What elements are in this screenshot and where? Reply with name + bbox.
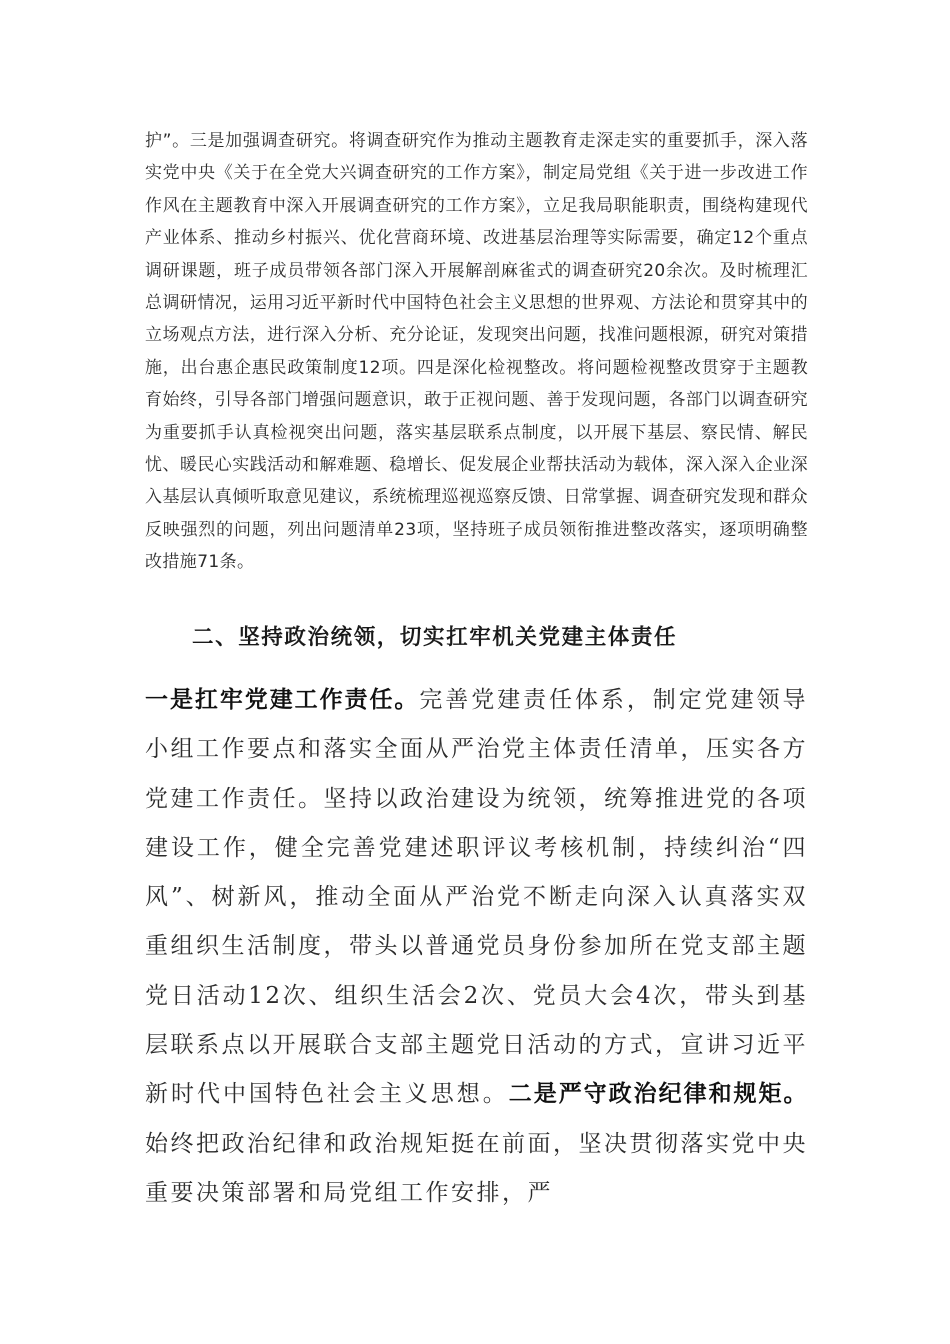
subheading-political-discipline: 二是严守政治纪律和规矩。 [508,1081,809,1108]
subheading-party-responsibility: 一是扛牢党建工作责任。 [145,687,420,713]
paragraph-party-building [145,676,808,1218]
paragraph-text: 完善党建责任体系，制定党建领导小组工作要点和落实全面从严治党主体责任清单，压实各方党建工作责任。坚持以政治建设为统领，统筹推进党的各项建设工作，健全完善党建述职评议考核机制，持续纠治“四风”、树新风，推动全面从严治党不断走向深入认真落实双重组织生活制度，带头以普通党员身份参加所在党支部主题党日活动12次、组织生活会2次、党员大会4次，带头到基层联系点以开展联合支部主题党日活动的方式，宣讲习近平新时代中国特色社会主义思想。 [145,687,809,1108]
paragraph-investigation-rectification: 护”。三是加强调查研究。将调查研究作为推动主题教育走深走实的重要抓手，深入落实党中央《关于在全党大兴调查研究的工作方案》，制定局党组《关于进一步改进工作作风在主题教育中深入开展调查研究的工作方案》，立足我局职能职责，围绕构建现代产业体系、推动乡村振兴、优化营商环境、改进基层治理等实际需要，确定12个重点调研课题，班子成员带领各部门深入开展解剖麻雀式的调查研究20余次。及时梳理汇总调研情况，运用习近平新时代中国特色社会主义思想的世界观、方法论和贯穿其中的立场观点方法，进行深入分析、充分论证，发现突出问题，找准问题根源，研究对策措施，出台惠企惠民政策制度12项。四是深化检视整改。将问题检视整改贯穿于主题教育始终，引导各部门增强问题意识，敢于正视问题、善于发现问题，各部门以调查研究为重要抓手认真检视突出问题，落实基层联系点制度，以开展下基层、察民情、解民忧、暖民心实践活动和解难题、稳增长、促发展企业帮扶活动为载体，深入深入企业深入基层认真倾听取意见建议，系统梳理巡视巡察反馈、日常掌握、调查研究发现和群众反映强烈的问题，列出问题清单23项，坚持班子成员领衔推进整改落实，逐项明确整改措施71条。 [145,131,808,573]
section-heading: 二、坚持政治统领，切实扛牢机关党建主体责任 [192,625,678,650]
paragraph-text: 始终把政治纪律和政治规矩挺在前面，坚决贯彻落实党中央重要决策部署和局党组工作安排，严 [145,1130,808,1206]
